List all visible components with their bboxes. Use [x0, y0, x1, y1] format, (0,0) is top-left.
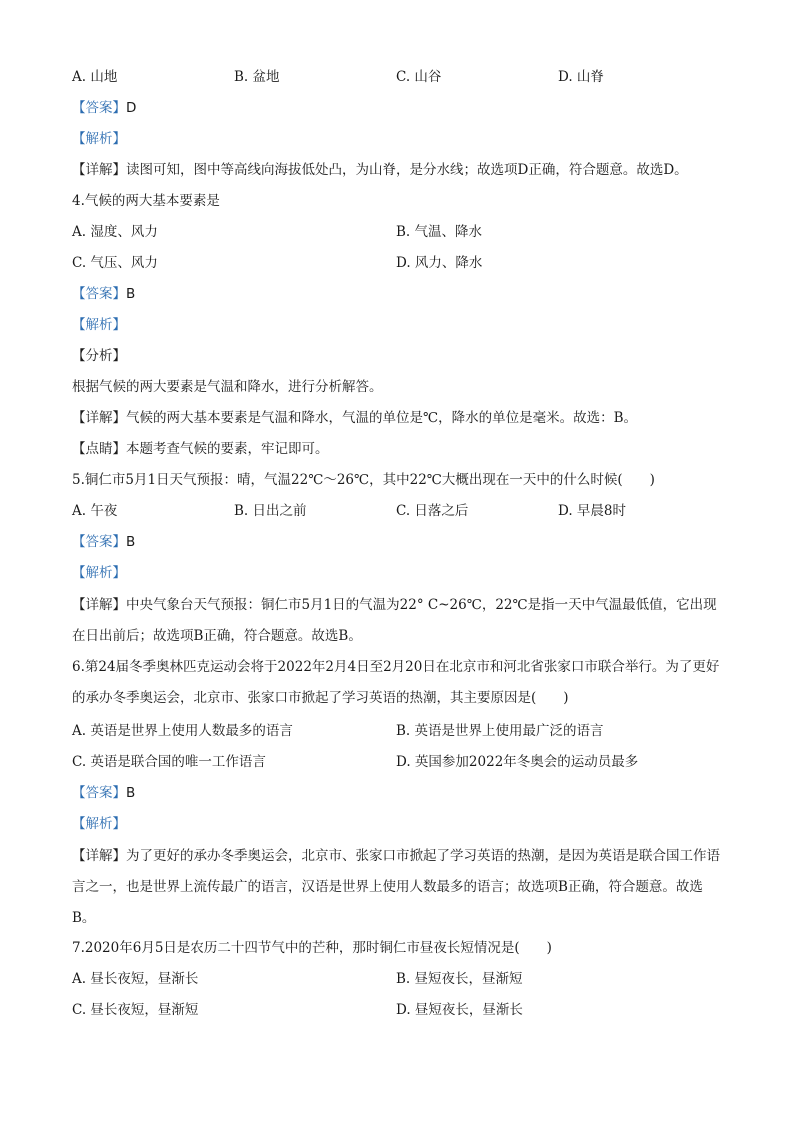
q5-option-d: D. 早晨8时 — [558, 503, 627, 519]
q3-analysis-tag: 【解析】 — [72, 131, 126, 147]
q4-dianjing — [72, 440, 329, 458]
answer-tag: 【答案】 — [72, 785, 126, 801]
detail-tag: 【详解】 — [72, 597, 126, 613]
q7-option-c: C. 昼长夜短，昼渐短 — [72, 1002, 199, 1018]
answer-value: B — [126, 534, 136, 550]
answer-value: B — [126, 286, 136, 302]
q3-option-a: A. 山地 — [72, 69, 118, 85]
answer-tag: 【答案】 — [72, 100, 126, 116]
q4-analysis-tag: 【解析】 — [72, 317, 126, 333]
q5-option-b: B. 日出之前 — [234, 503, 307, 519]
q6-answer — [72, 784, 135, 802]
q4-option-b: B. 气温、降水 — [396, 224, 483, 240]
q6-analysis-tag: 【解析】 — [72, 816, 126, 832]
q5-analysis-tag: 【解析】 — [72, 565, 126, 581]
detail-tag: 【详解】 — [72, 848, 126, 864]
detail-text: 为了更好的承办冬季奥运会，北京市、张家口市掀起了学习英语的热潮，是因为英语是联合国工作语言之一，也是世界上流传最广的语言，汉语是世界上使用人数最多的语言；故选项B正确，符合题意。故选B。 — [72, 848, 720, 926]
dianjing-text: 本题考查气候的要素，牢记即可。 — [126, 441, 329, 457]
q6-option-a: A. 英语是世界上使用人数最多的语言 — [72, 723, 293, 739]
q4-option-c: C. 气压、风力 — [72, 255, 158, 271]
q3-option-b: B. 盆地 — [234, 69, 280, 85]
answer-tag: 【答案】 — [72, 534, 126, 550]
q3-option-d: D. 山脊 — [558, 69, 604, 85]
q5-stem: 5.铜仁市5月1日天气预报：晴，气温22℃～26℃，其中22℃大概出现在一天中的什么时候( ) — [72, 472, 655, 488]
q4-answer — [72, 285, 135, 303]
q6-option-b: B. 英语是世界上使用最广泛的语言 — [396, 723, 604, 739]
q3-detail — [72, 161, 688, 179]
answer-value: D — [126, 100, 137, 116]
detail-tag: 【详解】 — [72, 410, 126, 426]
q6-option-d: D. 英国参加2022年冬奥会的运动员最多 — [396, 754, 639, 770]
q5-answer — [72, 533, 135, 551]
answer-tag: 【答案】 — [72, 286, 126, 302]
q3-option-c: C. 山谷 — [396, 69, 442, 85]
q7-option-a: A. 昼长夜短，昼渐长 — [72, 971, 199, 987]
detail-text: 读图可知，图中等高线向海拔低处凸，为山脊，是分水线；故选项D正确，符合题意。故选D。 — [126, 162, 688, 178]
q4-fenxi-tag: 【分析】 — [72, 348, 126, 364]
q6-stem: 6.第24届冬季奥林匹克运动会将于2022年2月4日至2月20日在北京市和河北省张家口市联合举行。为了更好的承办冬季奥运会，北京市、张家口市掀起了学习英语的热潮，其主要原因是( ) — [72, 659, 720, 706]
q4-option-d: D. 风力、降水 — [396, 255, 483, 271]
detail-text: 中央气象台天气预报：铜仁市5月1日的气温为22° C~26℃，22℃是指一天中气温最低值，它出现在日出前后；故选项B正确，符合题意。故选B。 — [72, 597, 717, 644]
answer-value: B — [126, 785, 136, 801]
q5-option-c: C. 日落之后 — [396, 503, 469, 519]
q4-option-a: A. 湿度、风力 — [72, 224, 158, 240]
q5-detail — [72, 590, 724, 652]
q7-stem: 7.2020年6月5日是农历二十四节气中的芒种，那时铜仁市昼夜长短情况是( ) — [72, 940, 552, 956]
q4-detail — [72, 409, 637, 427]
q7-option-d: D. 昼短夜长，昼渐长 — [396, 1002, 523, 1018]
q7-option-b: B. 昼短夜长，昼渐短 — [396, 971, 523, 987]
q5-option-a: A. 午夜 — [72, 503, 118, 519]
q4-fenxi-text: 根据气候的两大要素是气温和降水，进行分析解答。 — [72, 379, 383, 395]
q4-stem: 4.气候的两大基本要素是 — [72, 193, 220, 209]
dianjing-tag: 【点睛】 — [72, 441, 126, 457]
q6-option-c: C. 英语是联合国的唯一工作语言 — [72, 754, 266, 770]
detail-tag: 【详解】 — [72, 162, 126, 178]
detail-text: 气候的两大基本要素是气温和降水，气温的单位是℃，降水的单位是毫米。故选：B。 — [126, 410, 638, 426]
q6-detail — [72, 841, 724, 934]
q3-answer — [72, 99, 136, 117]
